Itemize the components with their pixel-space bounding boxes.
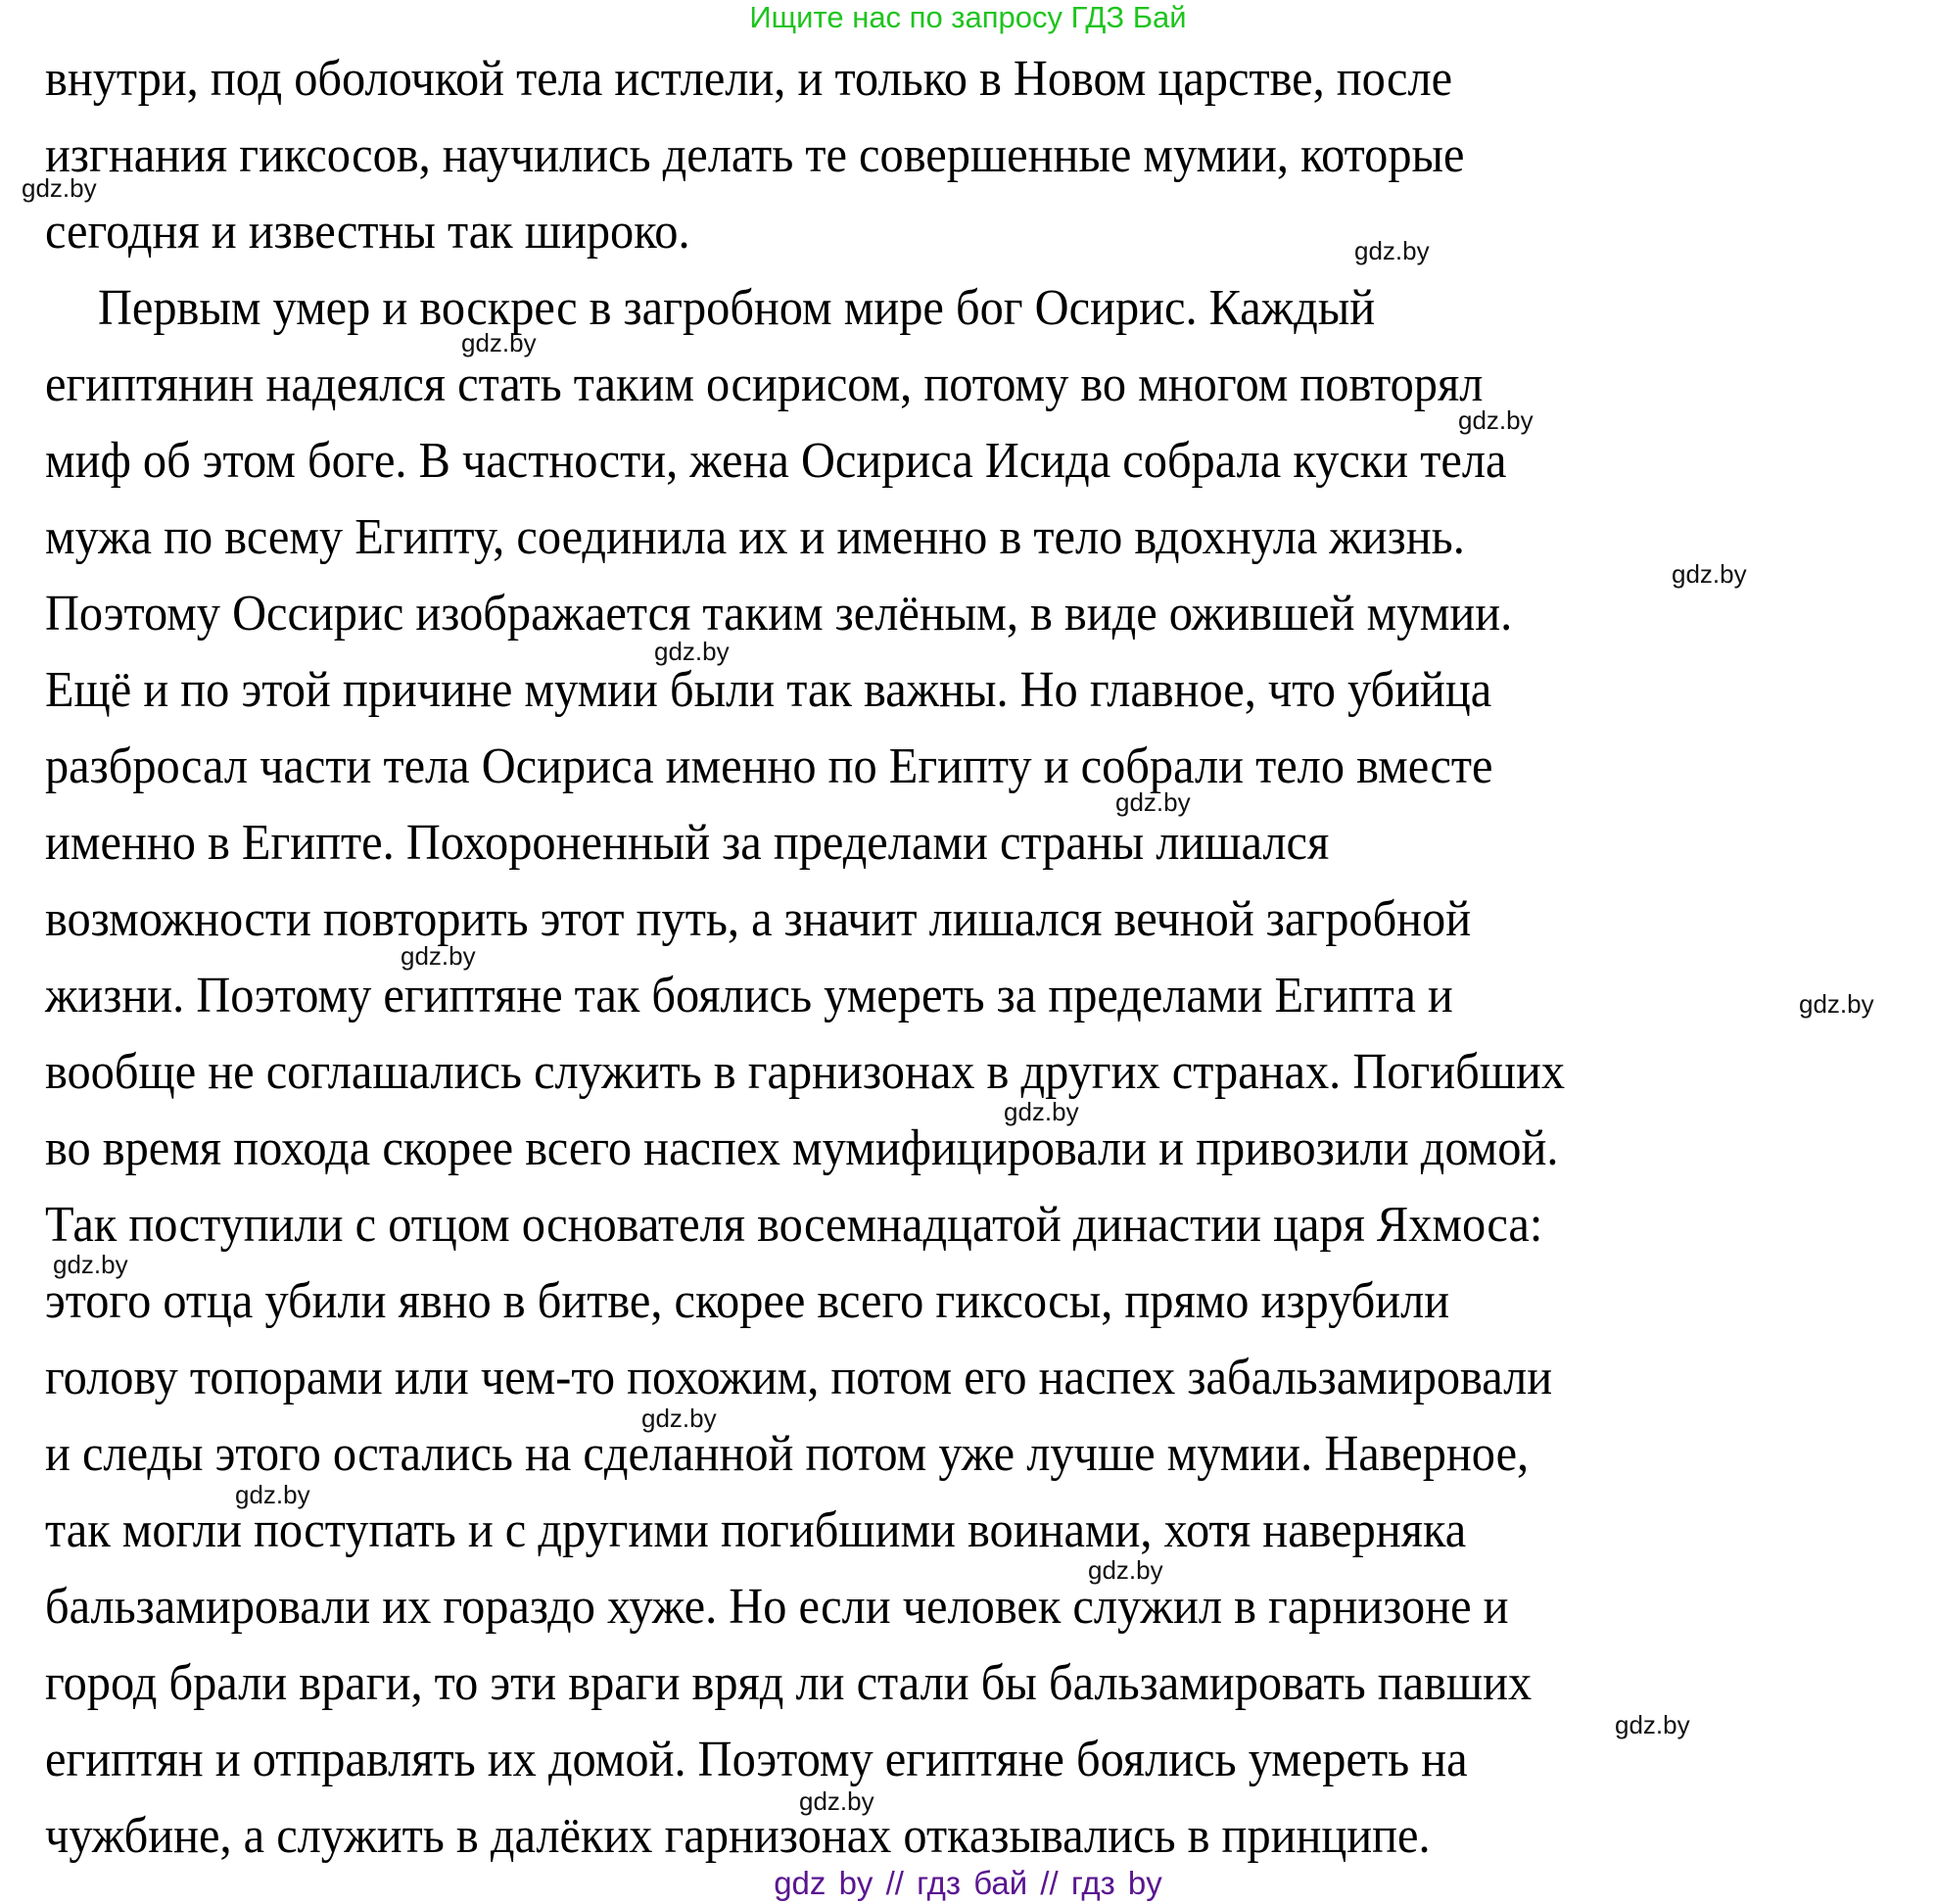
text-line: изгнания гиксосов, научились делать те совершенные мумии, которые xyxy=(45,127,1465,183)
watermark: gdz.by xyxy=(654,637,730,666)
watermark: gdz.by xyxy=(641,1404,717,1433)
watermark: gdz.by xyxy=(401,941,476,971)
watermark: gdz.by xyxy=(1458,405,1534,435)
text-line: жизни. Поэтому египтяне так боялись умереть за пределами Египта и xyxy=(45,968,1453,1023)
text-line: разбросал части тела Осириса именно по Египту и собрали тело вместе xyxy=(45,738,1493,794)
text-line: так могли поступать и с другими погибшими воинами, хотя наверняка xyxy=(45,1502,1467,1558)
text-line: мужа по всему Египту, соединила их и именно в тело вдохнула жизнь. xyxy=(45,509,1465,565)
text-line: чужбине, а служить в далёких гарнизонах отказывались в принципе. xyxy=(45,1808,1431,1864)
text-line: Ещё и по этой причине мумии были так важны. Но главное, что убийца xyxy=(45,662,1492,718)
text-line: сегодня и известны так широко. xyxy=(45,204,690,260)
watermark: gdz.by xyxy=(799,1786,874,1816)
text-line: и следы этого остались на сделанной потом уже лучше мумии. Наверное, xyxy=(45,1426,1530,1482)
text-line: вообще не соглашались служить в гарнизонах в других странах. Погибших xyxy=(45,1044,1566,1100)
text-line: возможности повторить этот путь, а значит лишался вечной загробной xyxy=(45,891,1472,947)
document-body xyxy=(45,41,1794,1875)
text-line: город брали враги, то эти враги вряд ли стали бы бальзамировать павших xyxy=(45,1655,1533,1711)
watermark: gdz.by xyxy=(53,1250,128,1279)
watermark: gdz.by xyxy=(1799,989,1874,1019)
watermark: gdz.by xyxy=(1354,236,1430,265)
text-line: бальзамировали их гораздо хуже. Но если человек служил в гарнизоне и xyxy=(45,1579,1509,1635)
text-line: голову топорами или чем-то похожим, потом его наспех забальзамировали xyxy=(45,1350,1553,1405)
watermark: gdz.by xyxy=(1088,1555,1163,1585)
text-line: Так поступили с отцом основателя восемнадцатой династии царя Яхмоса: xyxy=(45,1197,1543,1253)
watermark: gdz.by xyxy=(461,328,537,357)
watermark: gdz.by xyxy=(1672,559,1747,589)
watermark: gdz.by xyxy=(22,173,97,203)
watermark: gdz.by xyxy=(235,1480,310,1509)
text-line: Поэтому Оссирис изображается таким зелёным, в виде ожившей мумии. xyxy=(45,586,1513,642)
text-line: во время похода скорее всего наспех мумифицировали и привозили домой. xyxy=(45,1120,1559,1176)
watermark: gdz.by xyxy=(1115,787,1191,817)
watermark: gdz.by xyxy=(1004,1097,1079,1126)
text-line: египтянин надеялся стать таким осирисом, потому во многом повторял xyxy=(45,357,1484,412)
footer-watermark: gdz by // гдз бай // гдз by xyxy=(774,1865,1162,1901)
text-line: миф об этом боге. В частности, жена Осириса Исида собрала куски тела xyxy=(45,433,1507,489)
text-line: именно в Египте. Похороненный за пределами страны лишался xyxy=(45,815,1330,871)
search-banner: Ищите нас по запросу ГДЗ Бай xyxy=(749,0,1187,34)
text-line: этого отца убили явно в битве, скорее всего гиксосы, прямо изрубили xyxy=(45,1273,1450,1329)
paragraph-start-line: Первым умер и воскрес в загробном мире бог Осирис. Каждый xyxy=(97,280,1376,336)
watermark: gdz.by xyxy=(1615,1710,1690,1739)
text-line: внутри, под оболочкой тела истлели, и только в Новом царстве, после xyxy=(45,51,1453,107)
text-line: египтян и отправлять их домой. Поэтому египтяне боялись умереть на xyxy=(45,1732,1468,1787)
